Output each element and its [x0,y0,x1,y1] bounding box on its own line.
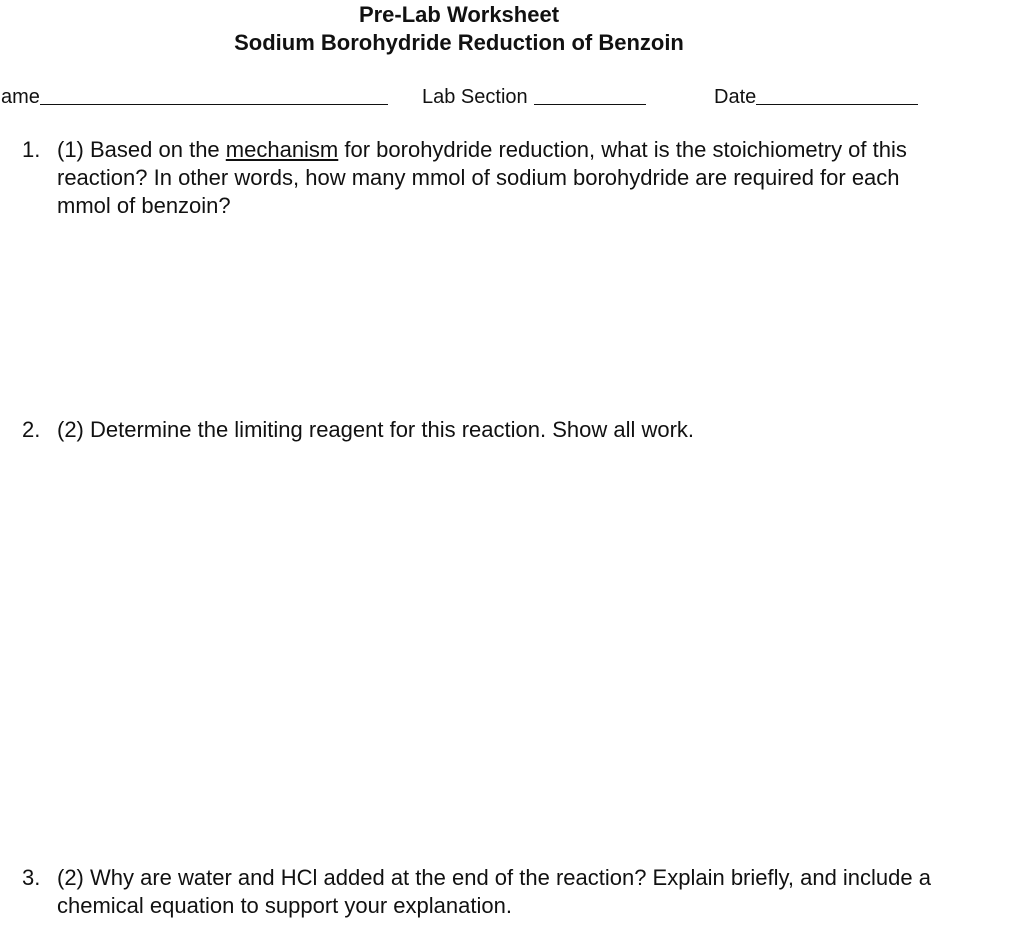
question-3 [22,864,942,920]
date-label: Date [714,86,757,108]
question-text [57,136,942,220]
question-text: (2) Determine the limiting reagent for this reaction. Show all work. [57,417,695,442]
lab-section-blank-line[interactable] [534,103,646,105]
lab-section-field [422,84,646,110]
question-text: (2) Why are water and HCl added at the end of the reaction? Explain briefly, and include a chemical equation to support your explanation. [57,865,931,918]
question-1 [22,136,942,220]
name-label: ame [1,86,40,108]
worksheet-title: Pre-Lab Worksheet [358,2,560,27]
question-text-part: (1) Based on the [57,137,226,162]
question-number: 3. [22,865,41,890]
lab-section-label: Lab Section [422,86,528,108]
question-2 [22,416,942,444]
question-number: 1. [22,137,41,162]
date-field [714,84,918,110]
worksheet-subtitle: Sodium Borohydride Reduction of Benzoin [234,30,684,55]
question-text-part: for borohydride reduction, what is the stoichiometry of this reaction? In other words, how many mmol of sodium borohydride are required for each mmol of benzoin? [57,137,907,218]
mechanism-link[interactable]: mechanism [225,137,339,162]
name-field [1,84,388,110]
name-blank-line[interactable] [40,103,388,105]
question-number: 2. [22,417,41,442]
date-blank-line[interactable] [756,103,918,105]
